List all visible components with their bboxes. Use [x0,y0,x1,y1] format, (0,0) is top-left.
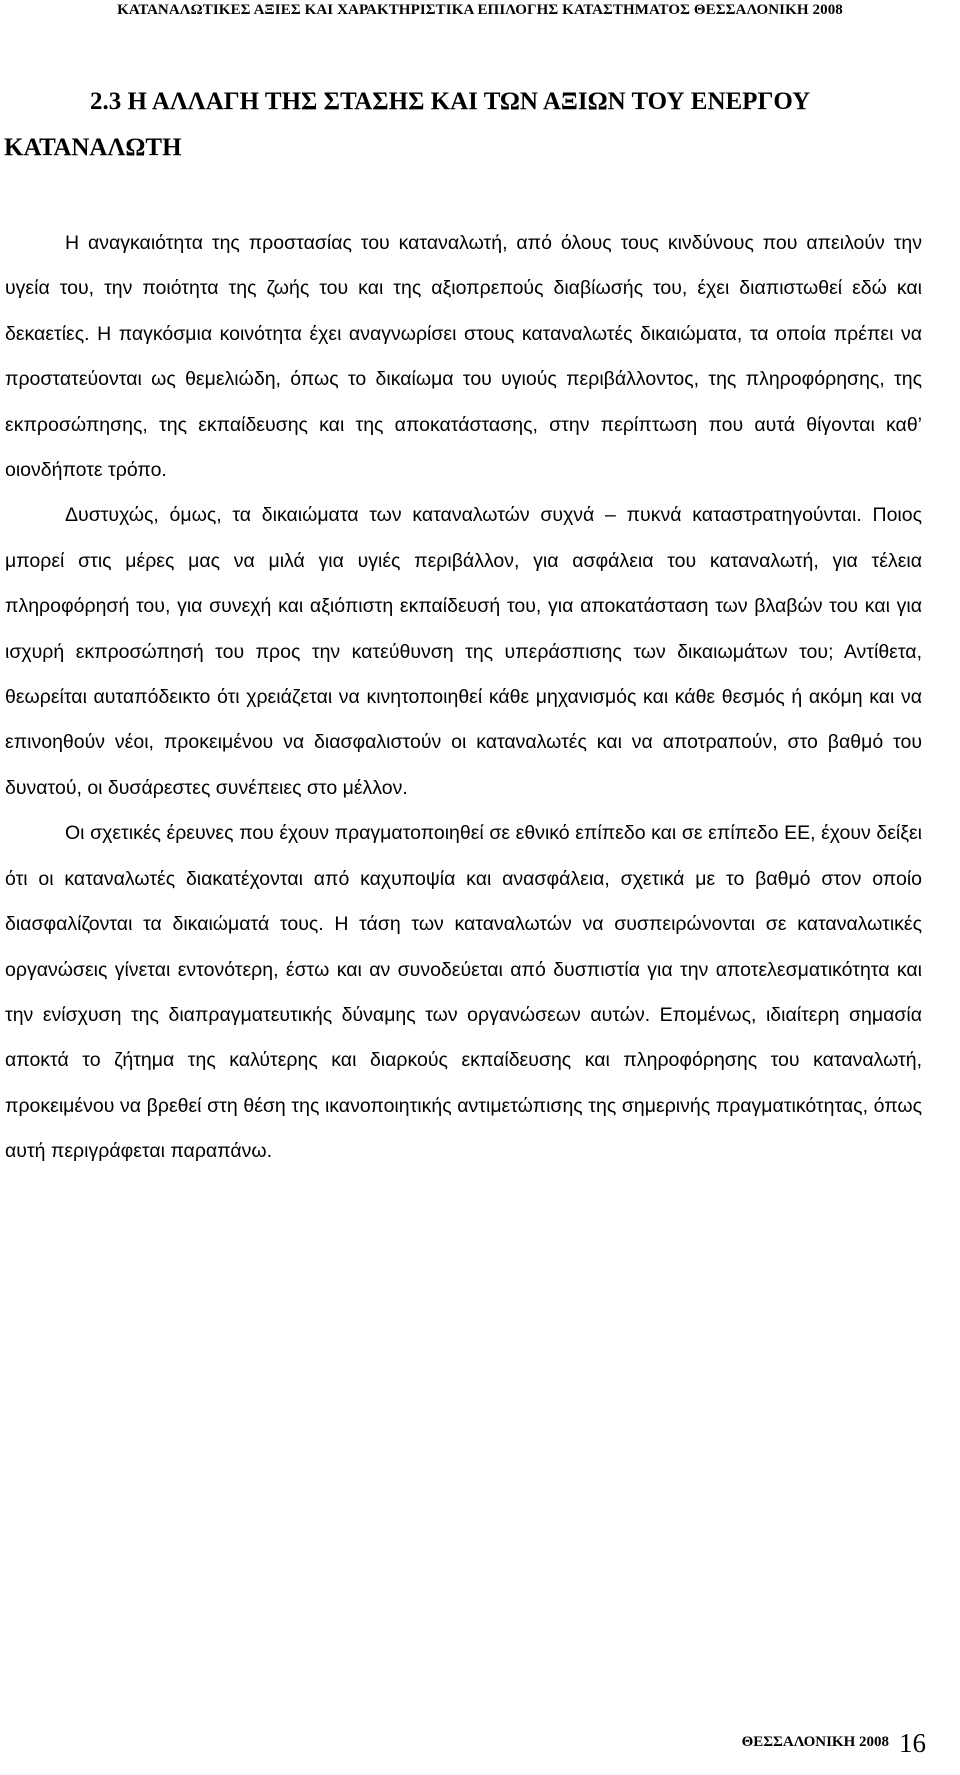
paragraph: Η αναγκαιότητα της προστασίας του καταναλωτή, από όλους τους κινδύνους που απειλούν την υγεία του, την ποιότητα της ζωής του και της αξιοπρεπούς διαβίωσής του, έχει διαπιστωθεί εδώ και δεκαετίες. Η παγκόσμια κοινότητα έχει αναγνωρίσει στους καταναλωτές δικαιώματα, τα οποία πρέπει να προστατεύονται ως θεμελιώδη, όπως το δικαίωμα του υγιούς περιβάλλοντος, της πληροφόρησης, της εκπροσώπησης, της εκπαίδευσης και της αποκατάστασης, στην περίπτωση που αυτά θίγονται καθ’ οιονδήποτε τρόπο. [5,232,922,482]
running-header: ΚΑΤΑΝΑΛΩΤΙΚΕΣ ΑΞΙΕΣ ΚΑΙ ΧΑΡΑΚΤΗΡΙΣΤΙΚΑ ΕΠΙΛΟΓΗΣ ΚΑΤΑΣΤΗΜΑΤΟΣ ΘΕΣΣΑΛΟΝΙΚΗ 2008 [117,2,843,18]
section-title: 2.3 Η ΑΛΛΑΓΗ ΤΗΣ ΣΤΑΣΗΣ ΚΑΙ ΤΩΝ ΑΞΙΩΝ ΤΟΥ ΕΝΕΡΓΟΥ ΚΑΤΑΝΑΛΩΤΗ [4,88,811,161]
body-text [5,221,922,1175]
footer-label: ΘΕΣΣΑΛΟΝΙΚΗ 2008 [741,1734,889,1750]
page-number: 16 [899,1728,926,1758]
paragraph: Οι σχετικές έρευνες που έχουν πραγματοποιηθεί σε εθνικό επίπεδο και σε επίπεδο ΕΕ, έχουν δείξει ότι οι καταναλωτές διακατέχονται από καχυποψία και ανασφάλεια, σχετικά με το βαθμό στον οποίο διασφαλίζονται τα δικαιώματά τους. Η τάση των καταναλωτών να συσπειρώνονται σε καταναλωτικές οργανώσεις γίνεται εντονότερη, έστω και αν συνοδεύεται από δυσπιστία για την αποτελεσματικότητα και την ενίσχυση της διαπραγματευτικής δύναμης των οργανώσεων αυτών. Επομένως, ιδιαίτερη σημασία αποκτά το ζήτημα της καλύτερης και διαρκούς εκπαίδευσης και πληροφόρησης του καταναλωτή, προκειμένου να βρεθεί στη θέση της ικανοποιητικής αντιμετώπισης της σημερινής πραγματικότητας, όπως αυτή περιγράφεται παραπάνω. [5,822,922,1163]
paragraph: Δυστυχώς, όμως, τα δικαιώματα των καταναλωτών συχνά – πυκνά καταστρατηγούνται. Ποιος μπορεί στις μέρες μας να μιλά για υγιές περιβάλλον, για ασφάλεια του καταναλωτή, για τέλεια πληροφόρησή του, για συνεχή και αξιόπιστη εκπαίδευσή του, για αποκατάσταση των βλαβών του και για ισχυρή εκπροσώπησή του προς την κατεύθυνση της υπεράσπισης των δικαιωμάτων του; Αντίθετα, θεωρείται αυταπόδεικτο ότι χρειάζεται να κινητοποιηθεί κάθε μηχανισμός και κάθε θεσμός ή ακόμη και να επινοηθούν νέοι, προκειμένου να διασφαλιστούν οι καταναλωτές και να αποτραπούν, στο βαθμό του δυνατού, οι δυσάρεστες συνέπειες στο μέλλον. [5,504,922,799]
page-footer [741,1722,926,1758]
